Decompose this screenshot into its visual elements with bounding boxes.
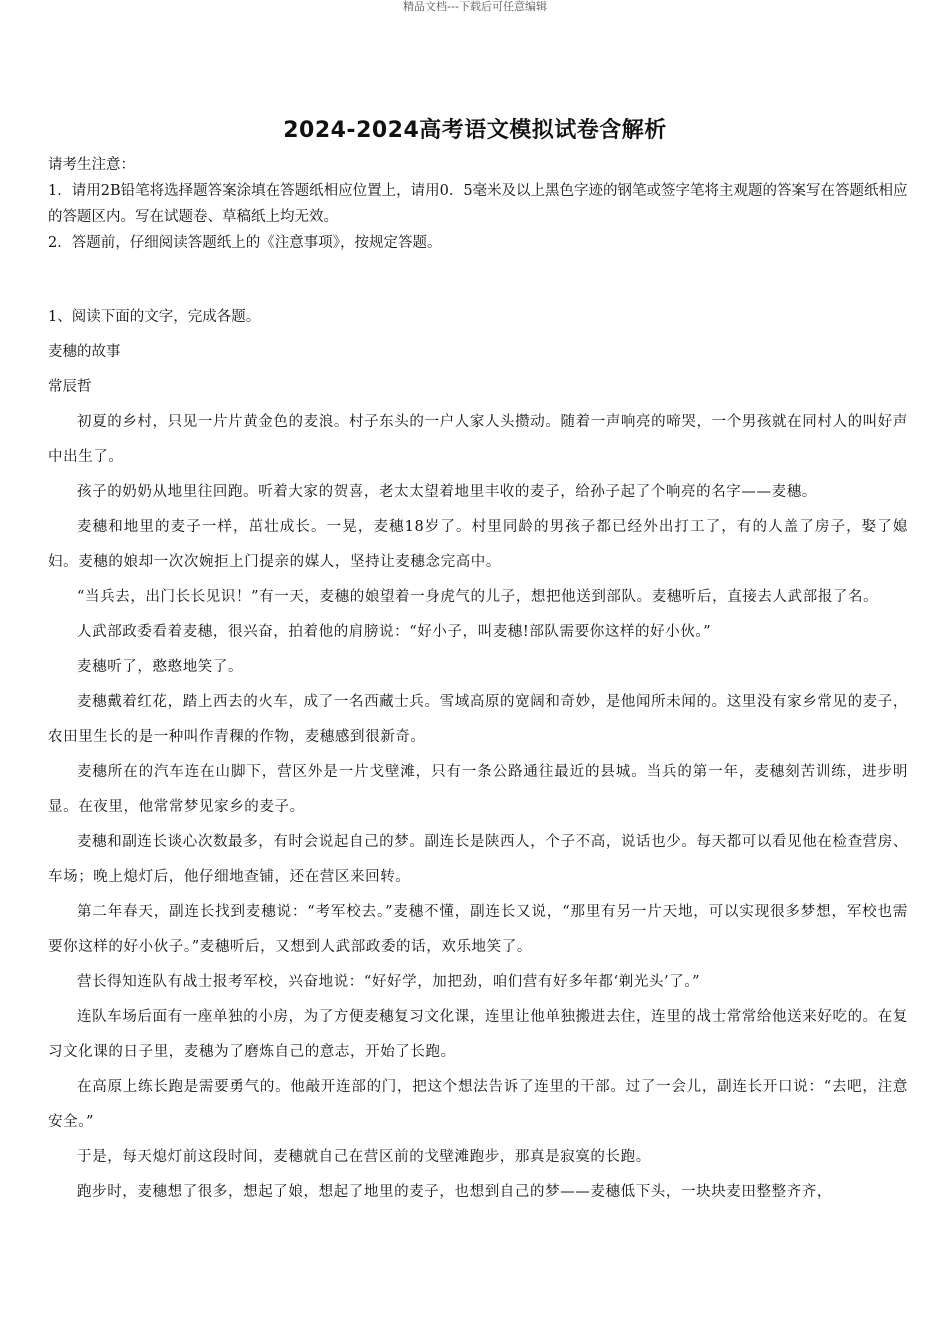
story-title: 麦穗的故事: [48, 344, 121, 360]
story-paragraph: 营长得知连队有战士报考军校，兴奋地说：“好好学，加把劲，咱们营有好多年都‘剃光头’了。”: [77, 974, 701, 990]
story-paragraph: 跑步时，麦穗想了很多，想起了娘，想起了地里的麦子，也想到自己的梦——麦穗低下头，一块块麦田整整齐齐，: [77, 1184, 832, 1200]
story-paragraph: 麦穗听了，憨憨地笑了。: [77, 659, 244, 675]
story-paragraph: 初夏的乡村，只见一片片黄金色的麦浪。村子东头的一户人家人头攒动。随着一声响亮的啼哭，一个男孩就在同村人的叫好声中出生了。: [48, 414, 908, 465]
page-header: 精品文档---下载后可任意编辑: [403, 0, 547, 13]
story-paragraph: 第二年春天，副连长找到麦穗说：“考军校去。”麦穗不懂，副连长又说，“那里有另一片天地，可以实现很多梦想，军校也需要你这样的好小伙子。”麦穗听后，又想到人武部政委的话，欢乐地笑了。: [48, 904, 908, 955]
story-paragraph: 麦穗所在的汽车连在山脚下，营区外是一片戈壁滩，只有一条公路通往最近的县城。当兵的第一年，麦穗刻苦训练，进步明显。在夜里，他常常梦见家乡的麦子。: [48, 764, 908, 815]
story-paragraph: 麦穗戴着红花，踏上西去的火车，成了一名西藏士兵。雪域高原的宽阔和奇妙，是他闻所未闻的。这里没有家乡常见的麦子，农田里生长的是一种叫作青稞的作物，麦穗感到很新奇。: [48, 694, 908, 745]
page-title: 2024-2024高考语文模拟试卷含解析: [283, 118, 667, 143]
question-1: [48, 300, 908, 1210]
notice-item-1: 1．请用2B铅笔将选择题答案涂填在答题纸相应位置上，请用0．5毫米及以上黑色字迹的钢笔或签字笔将主观题的答案写在答题纸相应的答题区内。写在试题卷、草稿纸上均无效。: [48, 183, 908, 225]
story-paragraph: 在高原上练长跑是需要勇气的。他敲开连部的门，把这个想法告诉了连里的干部。过了一会儿，副连长开口说：“去吧，注意安全。”: [48, 1079, 908, 1130]
story-paragraph: 孩子的奶奶从地里往回跑。听着大家的贺喜，老太太望着地里丰收的麦子，给孙子起了个响亮的名字——麦穗。: [77, 484, 817, 500]
story-paragraph: 人武部政委看着麦穗，很兴奋，拍着他的肩膀说：“好小子，叫麦穗!部队需要你这样的好小伙。”: [77, 624, 712, 640]
notice-heading: 请考生注意：: [48, 157, 135, 173]
story-paragraph: 于是，每天熄灯前这段时间，麦穗就自己在营区前的戈壁滩跑步，那真是寂寞的长跑。: [77, 1149, 651, 1165]
question-prompt: 1、阅读下面的文字，完成各题。: [48, 309, 261, 325]
exam-notice: [48, 152, 908, 256]
notice-item-2: 2．答题前，仔细阅读答题纸上的《注意事项》，按规定答题。: [48, 235, 442, 251]
story-paragraph: 麦穗和副连长谈心次数最多，有时会说起自己的梦。副连长是陕西人，个子不高，说话也少。每天都可以看见他在检查营房、车场；晚上熄灯后，他仔细地查铺，还在营区来回转。: [48, 834, 908, 885]
story-paragraph: “当兵去，出门长长见识！”有一天，麦穗的娘望着一身虎气的儿子，想把他送到部队。麦穗听后，直接去人武部报了名。: [77, 589, 879, 605]
story-paragraph: 麦穗和地里的麦子一样，茁壮成长。一晃，麦穗18岁了。村里同龄的男孩子都已经外出打工了，有的人盖了房子，娶了媳妇。麦穗的娘却一次次婉拒上门提亲的媒人，坚持让麦穗念完高中。: [48, 519, 908, 570]
story-paragraph: 连队车场后面有一座单独的小房，为了方便麦穗复习文化课，连里让他单独搬进去住，连里的战士常常给他送来好吃的。在复习文化课的日子里，麦穗为了磨炼自己的意志，开始了长跑。: [48, 1009, 908, 1060]
story-author: 常辰哲: [48, 379, 92, 395]
